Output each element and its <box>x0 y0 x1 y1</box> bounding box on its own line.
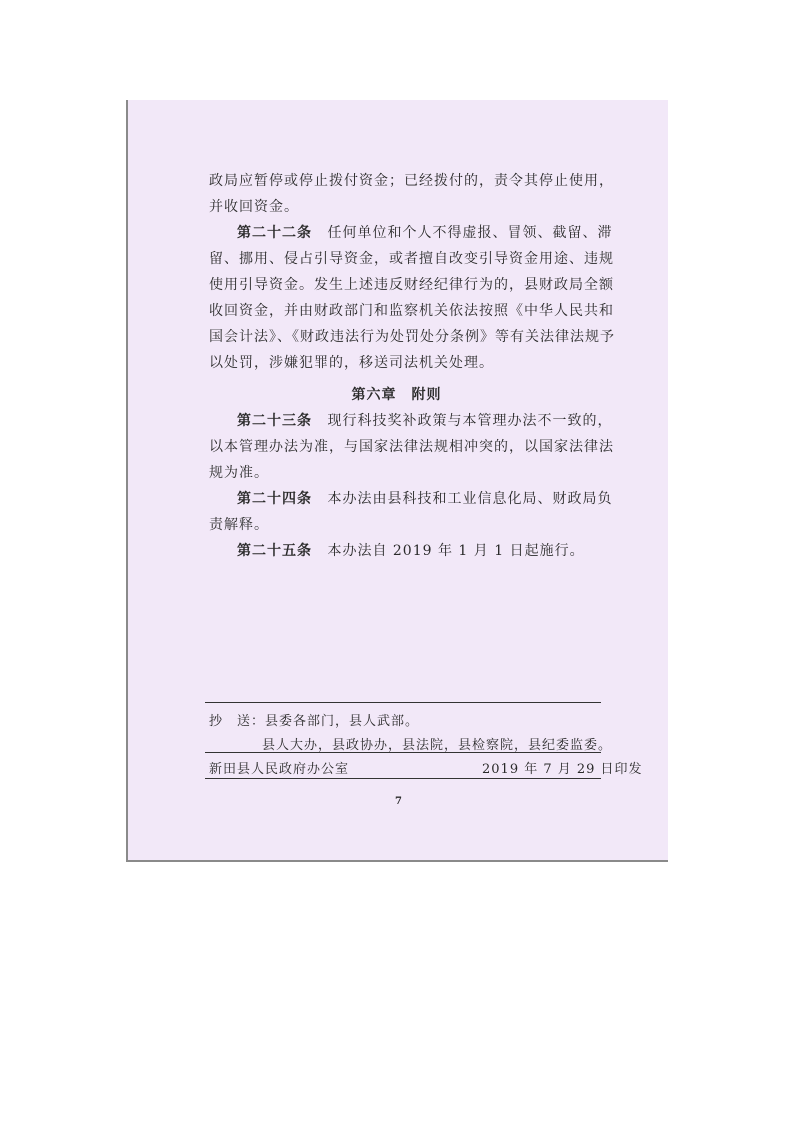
chapter-heading: 第六章 附则 <box>351 387 442 403</box>
article-22-line-5: 国会计法》、《财政违法行为处罚处分条例》等有关法律法规予 <box>209 329 615 345</box>
article-24-line-2: 责解释。 <box>209 517 269 533</box>
article-24-first-line <box>237 488 612 508</box>
article-24-label: 第二十四条 <box>237 491 312 507</box>
article-24-text: 本办法由县科技和工业信息化局、财政局负 <box>327 491 613 507</box>
article-23-first-line <box>237 410 612 430</box>
article-23-line-2: 以本管理办法为准，与国家法律法规相冲突的，以国家法律法 <box>209 439 614 455</box>
article-22-line-6: 以处罚，涉嫌犯罪的，移送司法机关处理。 <box>209 355 494 371</box>
article-23-line-3: 规为准。 <box>209 465 269 481</box>
issuer: 新田县人民政府办公室 <box>209 762 350 777</box>
footer-middle-rule <box>205 752 601 753</box>
cc-recipients-1: 县委各部门，县人武部。 <box>265 714 420 729</box>
article-25-text: 本办法自 2019 年 1 月 1 日起施行。 <box>327 543 585 559</box>
footer-top-rule <box>205 702 601 703</box>
cc-label: 抄 送： <box>209 714 266 729</box>
article-23-text: 现行科技奖补政策与本管理办法不一致的， <box>327 413 613 429</box>
article-23-label: 第二十三条 <box>237 413 312 429</box>
article-22-label: 第二十二条 <box>237 225 312 241</box>
issue-date: 2019 年 7 月 29 日印发 <box>482 762 643 777</box>
article-22-line-3: 使用引导资金。发生上述违反财经纪律行为的，县财政局全额 <box>209 277 614 293</box>
article-22-line-4: 收回资金，并由财政部门和监察机关依法按照《中华人民共和 <box>209 303 614 319</box>
article-25-label: 第二十五条 <box>237 543 312 559</box>
cc-line-1 <box>209 710 419 729</box>
article-25-line <box>237 540 585 560</box>
page-number: 7 <box>395 796 402 807</box>
article-22-text: 任何单位和个人不得虚报、冒领、截留、滞 <box>327 225 613 241</box>
article-22-line-2: 留、挪用、侵占引导资金，或者擅自改变引导资金用途、违规 <box>209 251 614 267</box>
footer-bottom-rule <box>205 778 601 779</box>
article-22-first-line <box>237 222 612 242</box>
continuation-line-2: 并收回资金。 <box>209 199 299 215</box>
cc-recipients-2: 县人大办，县政协办，县法院，县检察院，县纪委监委。 <box>262 738 613 753</box>
continuation-line-1: 政局应暂停或停止拨付资金；已经拨付的，责令其停止使用， <box>209 173 614 189</box>
